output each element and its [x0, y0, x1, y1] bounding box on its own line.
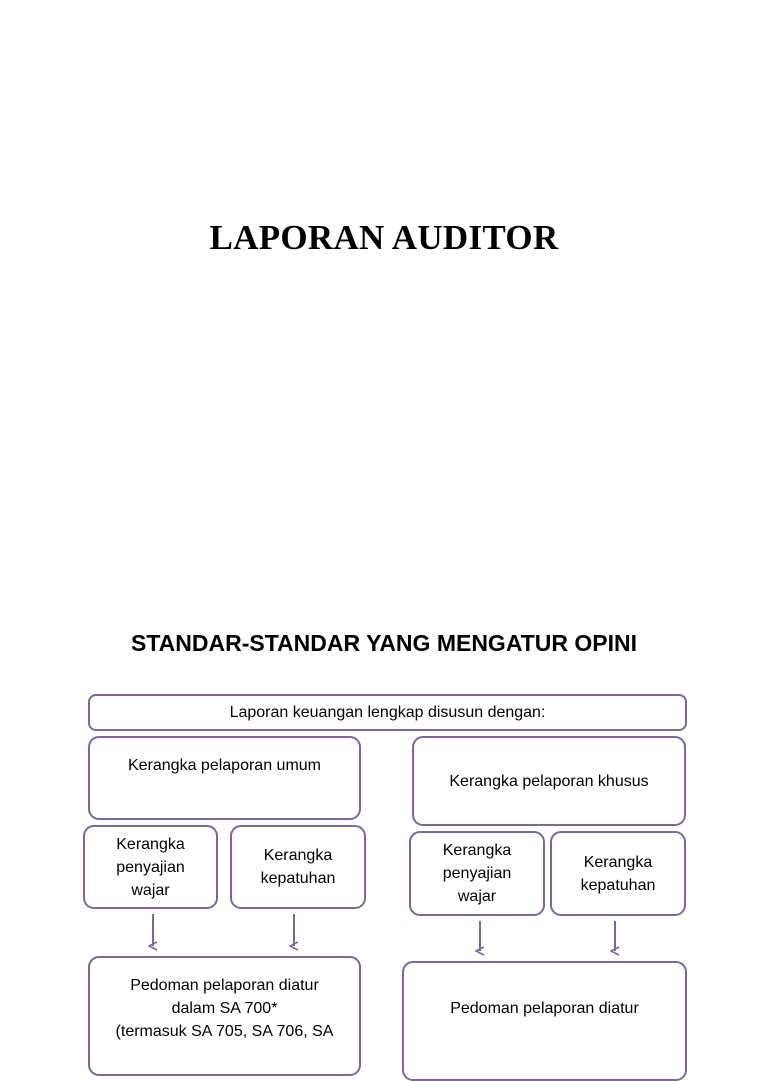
slide-title: LAPORAN AUDITOR [209, 218, 559, 257]
diagram-heading: STANDAR-STANDAR YANG MENGATUR OPINI [130, 630, 637, 656]
general-framework-node: Kerangka pelaporan umum [88, 736, 361, 820]
special-fair-presentation-node: Kerangka penyajian wajar [409, 831, 545, 916]
root-node: Laporan keuangan lengkap disusun dengan: [88, 694, 687, 731]
general-compliance-node: Kerangka kepatuhan [230, 825, 366, 909]
special-compliance-node: Kerangka kepatuhan [550, 831, 686, 916]
general-guidance-node: Pedoman pelaporan diatur dalam SA 700* (termasuk SA 705, SA 706, SA [88, 956, 361, 1076]
general-fair-presentation-node: Kerangka penyajian wajar [83, 825, 218, 909]
special-framework-node: Kerangka pelaporan khusus [412, 736, 686, 826]
special-guidance-node: Pedoman pelaporan diatur [402, 961, 687, 1081]
